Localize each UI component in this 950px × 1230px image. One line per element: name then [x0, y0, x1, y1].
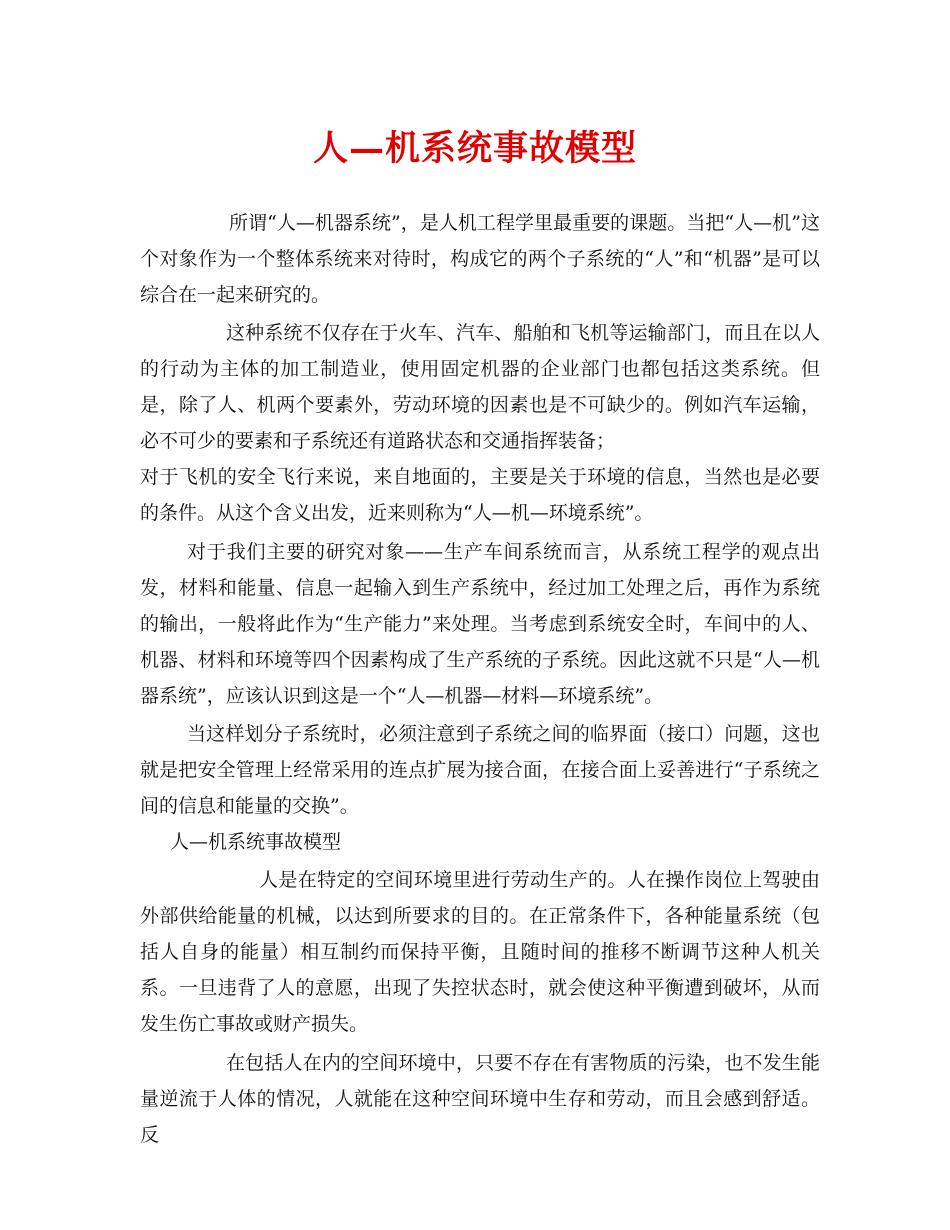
paragraph-2: 这种系统不仅存在于火车、汽车、船舶和飞机等运输部门，而且在以人的行动为主体的加工制造业，使用固定机器的企业部门也都包括这类系统。但是，除了人、机两个要素外，劳动环境的因素也是不可缺少的。例如汽车运输，必不可少的要素和子系统还有道路状态和交通指挥装备； [140, 322, 820, 452]
paragraph-7: 在包括人在内的空间环境中，只要不存在有害物质的污染，也不发生能量逆流于人体的情况，人就能在这种空间环境中生存和劳动，而且会感到舒适。反 [140, 1052, 820, 1146]
paragraph-6: 人是在特定的空间环境里进行劳动生产的。人在操作岗位上驾驶由外部供给能量的机械，以达到所要求的目的。在正常条件下，各种能量系统（包括人自身的能量）相互制约而保持平衡，且随时间的推移不断调节这种人机关系。一旦违背了人的意愿，出现了失控状态时，就会使这种平衡遭到破坏，从而发生伤亡事故或财产损失。 [140, 869, 820, 1035]
paragraph-1: 所谓“人—机器系统”，是人机工程学里最重要的课题。当把“人—机”这个对象作为一个整体系统来对待时，构成它的两个子系统的“人”和“机器”是可以综合在一起来研究的。 [140, 212, 820, 306]
document-body [140, 205, 820, 1153]
paragraph-3: 对于飞机的安全飞行来说，来自地面的，主要是关于环境的信息，当然也是必要的条件。从这个含义出发，近来则称为“人—机—环境系统”。 [140, 466, 820, 524]
paragraph-4: 对于我们主要的研究对象——生产车间系统而言，从系统工程学的观点出发，材料和能量、信息一起输入到生产系统中，经过加工处理之后，再作为系统的输出，一般将此作为“生产能力”来处理。当考虑到系统安全时，车间中的人、机器、材料和环境等四个因素构成了生产系统的子系统。因此这就不只是“人—机器系统”，应该认识到这是一个“人—机器—材料—环境系统”。 [140, 541, 820, 707]
section-heading: 人—机系统事故模型 [170, 831, 342, 853]
paragraph-5: 当这样划分子系统时，必须注意到子系统之间的临界面（接口）问题，这也就是把安全管理上经常采用的连点扩展为接合面，在接合面上妥善进行“子系统之间的信息和能量的交换”。 [140, 723, 820, 817]
document-title: 人—机系统事故模型 [312, 128, 637, 169]
